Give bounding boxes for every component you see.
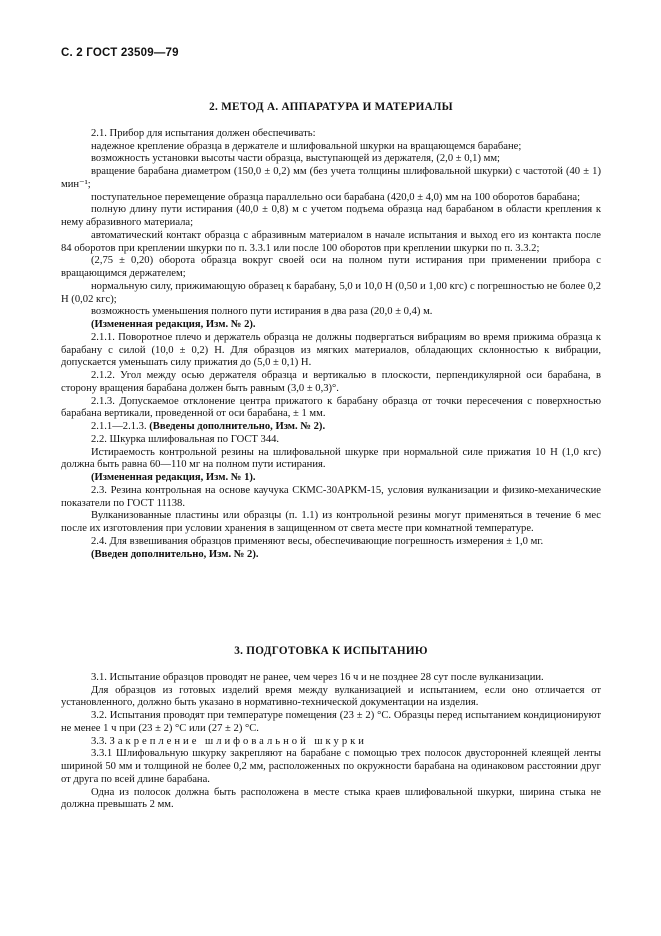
- clause-2-1: 2.1. Прибор для испытания должен обеспечивать:: [91, 127, 316, 139]
- requirement-rotation: вращение барабана диаметром (150,0 ± 0,2) мм (без учета толщины шлифовальной шкурки) с частотой (40 ± 1) мин⁻¹;: [61, 166, 601, 190]
- clause-3-3-number: 3.3.: [91, 735, 107, 747]
- clause-3-3: [61, 736, 601, 749]
- section-3-title: 3. ПОДГОТОВКА К ИСПЫТАНИЮ: [234, 645, 428, 657]
- requirement-height: возможность установки высоты части образца, выступающей из держателя, (2,0 ± 0,1) мм;: [91, 153, 500, 165]
- clause-2-3: 2.3. Резина контрольная на основе каучука СКМС-30АРКМ-15, условия вулканизации и физико-механические показатели по ГОСТ 11138.: [61, 484, 601, 509]
- clause-2-1-1: 2.1.1. Поворотное плечо и держатель образца не должны подвергаться вибрациям во время прижима образца к барабану с силой (10,0 ± 0,2) Н. Для образцов из мягких материалов, обладающих склонностью к вибрации, допускается уменьшать силу прижатия до (5,0 ± 0,1) Н.: [61, 331, 601, 369]
- clause-2-1-3: 2.1.3. Допускаемое отклонение центра прижатого к барабану образца от точки пересечения с поверхностью барабана вертикали, проведенной от оси барабана, ± 1 мм.: [61, 395, 601, 420]
- requirement-path-length: полную длину пути истирания (40,0 ± 0,8) м с учетом подъема образца над барабаном в области крепления к нему абразивного материала;: [61, 204, 601, 228]
- requirement-auto-contact: автоматический контакт образца с абразивным материалом в начале испытания и выход его из контакта после 84 оборотов при креплении шкурки по п. 3.3.1 или после 100 оборотов при креплении шкурки по п. 3.3.2;: [61, 229, 601, 254]
- section-3: [61, 645, 601, 812]
- requirement-turns: (2,75 ± 0,20) оборота образца вокруг своей оси на полном пути истирания при применении прибора с вращающимся держателем;: [61, 255, 601, 279]
- clause-3-2: 3.2. Испытания проводят при температуре помещения (23 ± 2) °С. Образцы перед испытанием кондиционируют не менее 1 ч при (23 ± 2) °С или (27 ± 2) °С.: [61, 710, 601, 734]
- clause-2-2: 2.2. Шкурка шлифовальная по ГОСТ 344.: [91, 433, 280, 445]
- vulcanized-plates-storage: Вулканизованные пластины или образцы (п. 1.1) из контрольной резины могут применяться в течение 6 мес после их изготовления при условии хранения в защищенном от света месте при комнатной температуре.: [61, 510, 601, 534]
- finished-products-note: Для образцов из готовых изделий время между вулканизацией и испытанием, если оно отличается от установленного, должно быть указано в нормативно-технической документации на изделия.: [61, 684, 601, 709]
- clause-3-3-1: 3.3.1 Шлифовальную шкурку закрепляют на барабане с помощью трех полосок двусторонней клеящей ленты шириной 50 мм и толщиной не более 0,2 мм, расположенных по окружности барабана на одинаковом расстоянии друг от друга по всей длине барабана.: [61, 748, 601, 785]
- clause-3-3-title: Закрепление шлифовальной шкурки: [109, 735, 367, 747]
- clause-3-1: 3.1. Испытание образцов проводят не ранее, чем через 16 ч и не позднее 28 сут после вулканизации.: [91, 671, 544, 683]
- section-2-title: 2. МЕТОД А. АППАРАТУРА И МАТЕРИАЛЫ: [209, 101, 453, 113]
- section-2: [61, 101, 601, 561]
- strip-joint-note: Одна из полосок должна быть расположена в месте стыка краев шлифовальной шкурки, ширина стыка не должна превышать 2 мм.: [61, 786, 601, 811]
- running-header: С. 2 ГОСТ 23509—79: [61, 47, 179, 59]
- amendment-note: (Введен дополнительно, Изм. № 2).: [91, 548, 259, 560]
- abrasion-requirement: Истираемость контрольной резины на шлифовальной шкурке при нормальной силе прижатия 10 Н (1,0 кгс) должна быть равна 60—110 мг на полном пути истирания.: [61, 446, 601, 471]
- clause-range-number: 2.1.1—2.1.3.: [91, 421, 147, 432]
- amendment-note: (Введены дополнительно, Изм. № 2).: [149, 421, 326, 432]
- clause-2-1-2: 2.1.2. Угол между осью держателя образца и вертикалью в плоскости, перпендикулярной оси барабана, в сторону вращения барабана должен быть равным (3,0 ± 0,3)°.: [61, 370, 601, 394]
- requirement-translation: поступательное перемещение образца параллельно оси барабана (420,0 ± 4,0) мм на 100 оборотов барабана;: [91, 191, 581, 203]
- requirement-mounting: надежное крепление образца в держателе и шлифовальной шкурки на вращающемся барабане;: [91, 140, 522, 152]
- clause-2-1-1-to-2-1-3: [61, 421, 601, 434]
- clause-2-4: 2.4. Для взвешивания образцов применяют весы, обеспечивающие погрешность измерения ± 1,0 мг.: [91, 535, 544, 547]
- amendment-note: (Измененная редакция, Изм. № 1).: [91, 472, 256, 483]
- requirement-normal-force: нормальную силу, прижимающую образец к барабану, 5,0 и 10,0 Н (0,50 и 1,00 кгс) с погрешностью не более 0,2 Н (0,02 кгс);: [61, 280, 601, 305]
- amendment-note: (Измененная редакция, Изм. № 2).: [91, 319, 256, 330]
- requirement-half-path: возможность уменьшения полного пути истирания в два раза (20,0 ± 0,4) м.: [91, 306, 433, 318]
